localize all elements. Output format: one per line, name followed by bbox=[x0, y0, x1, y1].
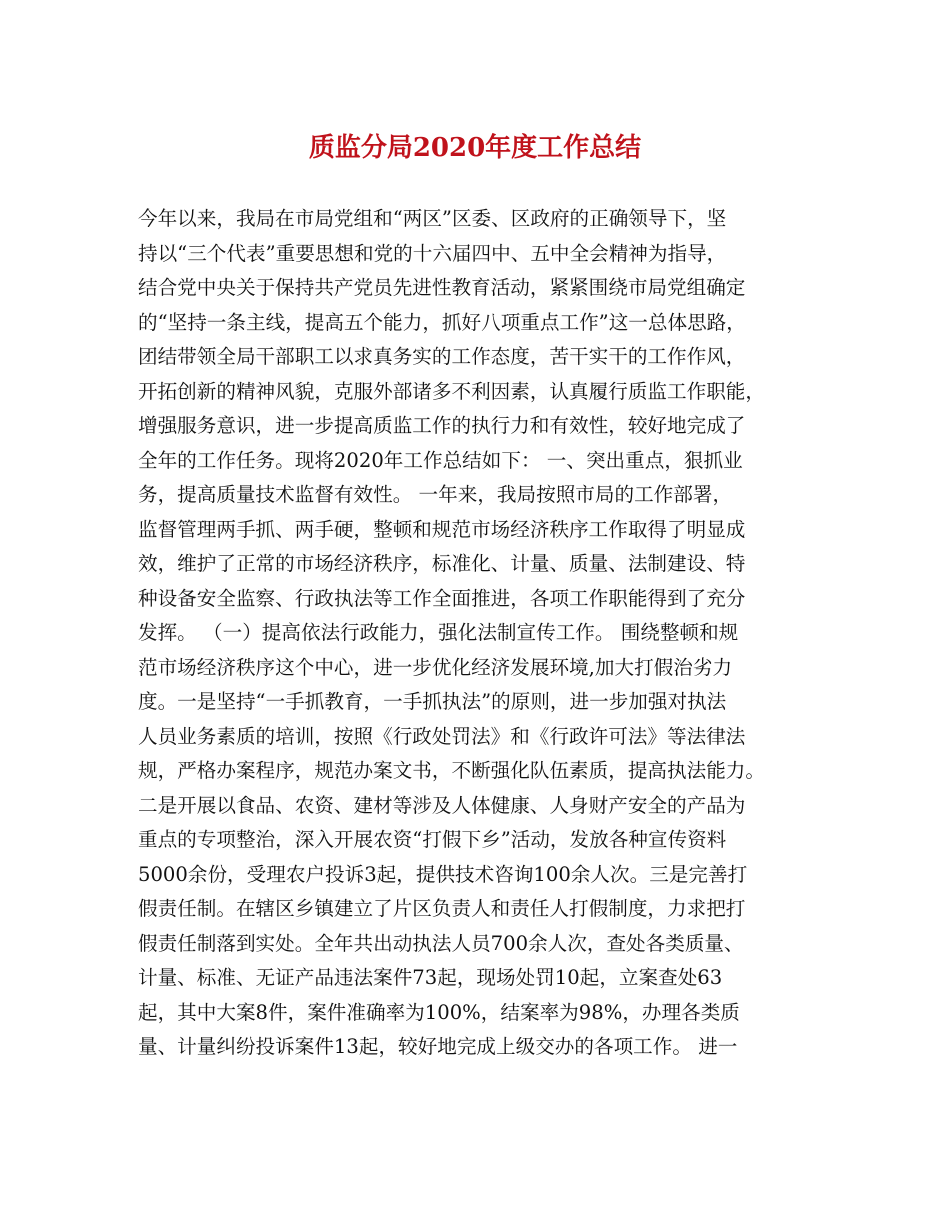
body-line: 的“坚持一条主线，提高五个能力，抓好八项重点工作”这一总体思路， bbox=[138, 310, 746, 334]
body-line: 量、计量纠纷投诉案件13起，较好地完成上级交办的各项工作。 进一 bbox=[138, 1035, 738, 1058]
body-line: 5000余份，受理农户投诉3起，提供技术咨询100余人次。三是完善打 bbox=[138, 862, 748, 886]
body-line: 结合党中央关于保持共产党员先进性教育活动，紧紧围绕市局党组确定 bbox=[138, 276, 746, 299]
body-line: 团结带领全局干部职工以求真务实的工作态度，苦干实干的工作作风， bbox=[138, 345, 746, 368]
document-body bbox=[138, 202, 818, 1065]
body-line: 务，提高质量技术监督有效性。 一年来，我局按照市局的工作部署， bbox=[138, 483, 733, 506]
body-line: 起，其中大案8件，案件准确率为100%，结案率为98%，办理各类质 bbox=[138, 1000, 740, 1024]
document-title: 质监分局2020年度工作总结 bbox=[308, 133, 642, 163]
body-line: 计量、标准、无证产品违法案件73起，现场处罚10起，立案查处63 bbox=[138, 966, 723, 989]
body-line: 持以“三个代表”重要思想和党的十六届四中、五中全会精神为指导， bbox=[138, 241, 727, 265]
body-line: 度。一是坚持“一手抓教育，一手抓执法”的原则，进一步加强对执法 bbox=[138, 690, 727, 713]
body-line: 范市场经济秩序这个中心，进一步优化经济发展环境,加大打假治劣力 bbox=[138, 655, 733, 679]
body-line: 二是开展以食品、农资、建材等涉及人体健康、人身财产安全的产品为 bbox=[138, 793, 746, 817]
body-line: 重点的专项整治，深入开展农资“打假下乡”活动，发放各种宣传资料 bbox=[138, 828, 727, 851]
body-line: 开拓创新的精神风貌，克服外部诸多不利因素，认真履行质监工作职能， bbox=[138, 379, 765, 403]
body-line: 人员业务素质的培训，按照《行政处罚法》和《行政许可法》等法律法 bbox=[138, 724, 746, 748]
body-line: 今年以来，我局在市局党组和“两区”区委、区政府的正确领导下，坚 bbox=[138, 207, 727, 230]
body-line: 监督管理两手抓、两手硬，整顿和规范市场经济秩序工作取得了明显成 bbox=[138, 517, 746, 541]
body-line: 发挥。 （一）提高依法行政能力，强化法制宣传工作。 围绕整顿和规 bbox=[138, 621, 739, 644]
body-line: 假责任制落到实处。全年共出动执法人员700余人次，查处各类质量、 bbox=[138, 931, 744, 955]
body-line: 全年的工作任务。现将2020年工作总结如下： 一、突出重点，狠抓业 bbox=[138, 448, 743, 472]
body-line: 增强服务意识，进一步提高质监工作的执行力和有效性，较好地完成了 bbox=[138, 414, 746, 437]
body-line: 规，严格办案程序，规范办案文书，不断强化队伍素质，提高执法能力。 bbox=[138, 759, 765, 782]
body-line: 效，维护了正常的市场经济秩序，标准化、计量、质量、法制建设、特 bbox=[138, 552, 746, 575]
body-line: 种设备安全监察、行政执法等工作全面推进，各项工作职能得到了充分 bbox=[138, 586, 746, 610]
body-line: 假责任制。在辖区乡镇建立了片区负责人和责任人打假制度，力求把打 bbox=[138, 897, 746, 920]
